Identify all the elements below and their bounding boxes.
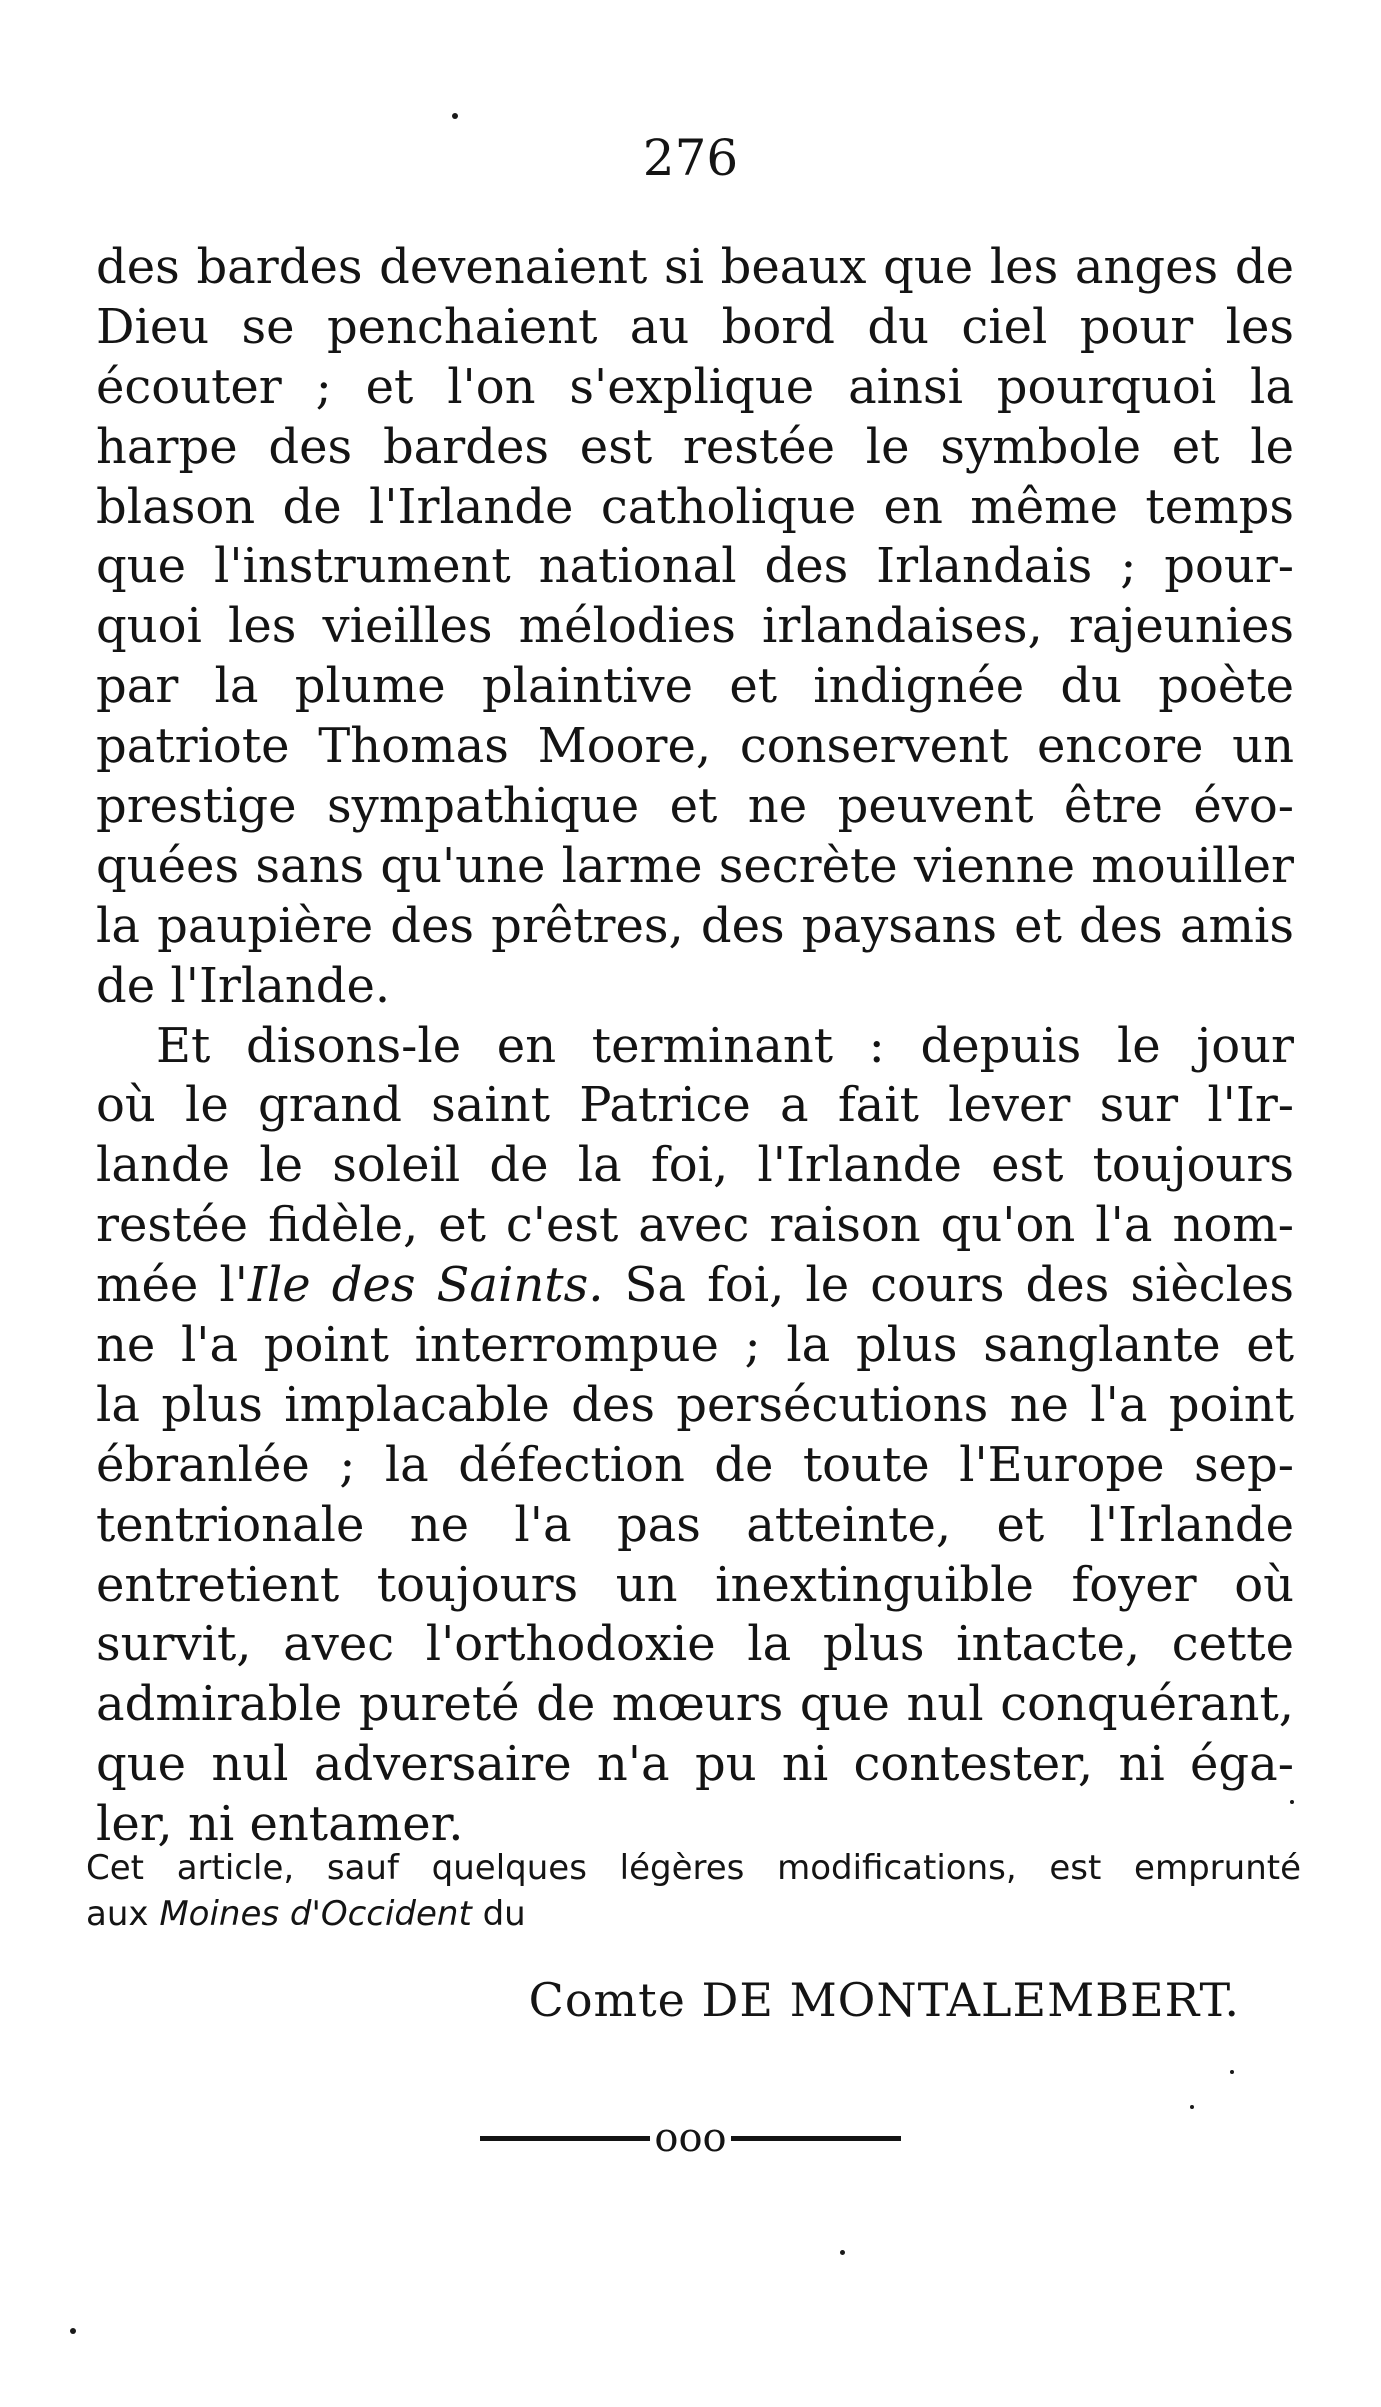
body-text (96, 238, 1294, 1855)
text-line: ler, ni entamer. (96, 1796, 464, 1853)
text-line: de l'Irlande. (96, 957, 391, 1014)
text-run: mée l' (96, 1257, 248, 1314)
text-line: quées sans qu'une larme secrète vienne mouiller (96, 837, 1294, 894)
text-line: restée fidèle, et c'est avec raison qu'on l'a nom- (96, 1197, 1294, 1254)
text-line: survit, avec l'orthodoxie la plus intacte, cette (96, 1616, 1294, 1673)
signature-name: MONTALEMBERT. (789, 1973, 1240, 2027)
text-line: par la plume plaintive et indignée du poète (96, 658, 1294, 715)
italic-title: Ile des Saints. (247, 1257, 604, 1314)
text-line: tentrionale ne l'a pas atteinte, et l'Irlande (96, 1496, 1294, 1553)
ornament-rule-right (731, 2136, 901, 2141)
text-line: écouter ; et l'on s'explique ainsi pourquoi la (96, 358, 1294, 415)
text-line: ébranlée ; la défection de toute l'Europe sep- (96, 1436, 1294, 1493)
text-line: la paupière des prêtres, des paysans et des amis (96, 897, 1294, 954)
speck (70, 2328, 76, 2334)
text-line: où le grand saint Patrice a fait lever sur l'Ir- (96, 1077, 1294, 1134)
text-line: admirable pureté de mœurs que nul conquérant, (96, 1676, 1294, 1733)
speck (1190, 2105, 1194, 2109)
text-line: harpe des bardes est restée le symbole et le (96, 418, 1294, 475)
note-line (86, 1891, 1301, 1937)
text-line: Et disons-le en terminant : depuis le jour (156, 1017, 1294, 1074)
text-line: la plus implacable des persécutions ne l'a point (96, 1376, 1294, 1433)
author-signature (0, 1965, 1240, 2035)
text-line-with-italic (96, 1256, 1294, 1316)
ornament-mark: ooo (654, 2115, 727, 2161)
text-line: blason de l'Irlande catholique en même temps (96, 478, 1294, 535)
speck (452, 113, 458, 119)
text-line: lande le soleil de la foi, l'Irlande est toujours (96, 1137, 1294, 1194)
ornament-rule-left (480, 2136, 650, 2141)
signature-particle: DE (701, 1973, 774, 2027)
text-line: que l'instrument national des Irlandais ; pour- (96, 538, 1294, 595)
speck (1290, 1800, 1294, 1804)
text-line: patriote Thomas Moore, conservent encore un (96, 718, 1294, 775)
text-line: quoi les vieilles mélodies irlandaises, rajeunies (96, 598, 1294, 655)
closing-ornament (0, 2110, 1381, 2163)
text-line: que nul adversaire n'a pu ni contester, ni éga- (96, 1736, 1294, 1793)
source-note (86, 1845, 1301, 1937)
note-line: Cet article, sauf quelques légères modifications, est emprunté (86, 1848, 1301, 1888)
text-line: ne l'a point interrompue ; la plus sanglante et (96, 1317, 1294, 1374)
text-line: des bardes devenaient si beaux que les anges de (96, 239, 1294, 295)
speck (1230, 2070, 1234, 2074)
text-line: Dieu se penchaient au bord du ciel pour les (96, 298, 1294, 355)
book-title: Moines d'Occident (159, 1894, 472, 1934)
page-number: 276 (642, 129, 739, 187)
text-line: prestige sympathique et ne peuvent être évo- (96, 778, 1294, 835)
signature-title: Comte (528, 1973, 686, 2027)
note-text: aux (86, 1894, 160, 1934)
speck (840, 2250, 845, 2255)
text-line: entretient toujours un inextinguible foyer où (96, 1556, 1294, 1613)
note-text: du (471, 1894, 526, 1934)
text-run: Sa foi, le cours des siècles (603, 1257, 1294, 1314)
